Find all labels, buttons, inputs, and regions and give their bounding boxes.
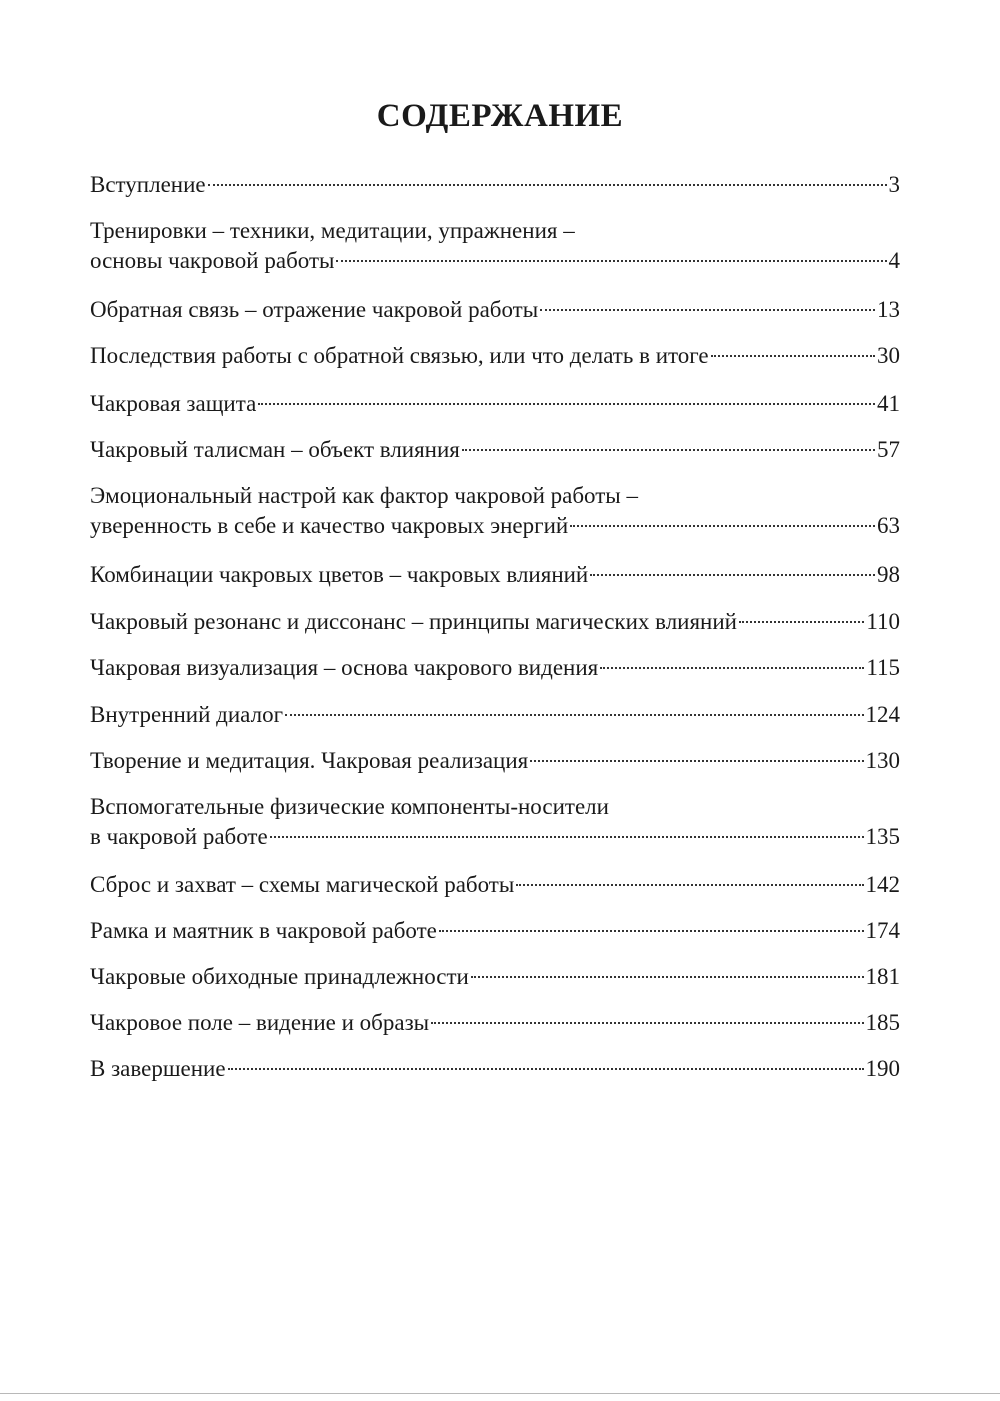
toc-page-number: 185 bbox=[865, 1010, 900, 1035]
toc-page-number: 142 bbox=[865, 872, 900, 897]
dot-leader bbox=[208, 184, 887, 186]
toc-page-number: 4 bbox=[888, 248, 900, 273]
page-title: СОДЕРЖАНИЕ bbox=[376, 98, 624, 134]
dot-leader bbox=[540, 309, 875, 311]
toc-page-number: 115 bbox=[866, 655, 900, 680]
toc-entry-line bbox=[90, 653, 900, 683]
toc-page-number: 57 bbox=[877, 437, 900, 462]
toc-entry bbox=[90, 170, 900, 200]
toc-entry-line bbox=[90, 962, 900, 992]
toc-page-number: 190 bbox=[865, 1056, 900, 1081]
toc-page-number: 110 bbox=[866, 609, 900, 634]
dot-leader bbox=[285, 714, 863, 716]
toc-entry bbox=[90, 295, 900, 325]
toc-entry-line bbox=[90, 700, 900, 730]
dot-leader bbox=[516, 884, 863, 886]
toc-page-number: 30 bbox=[877, 343, 900, 368]
toc-entry-line bbox=[90, 870, 900, 900]
toc-entry bbox=[90, 481, 900, 541]
toc-page-number: 130 bbox=[865, 748, 900, 773]
toc-entry bbox=[90, 216, 900, 276]
toc-page-number: 13 bbox=[877, 297, 900, 322]
toc-entry bbox=[90, 389, 900, 419]
page-bottom-edge bbox=[0, 1393, 1000, 1394]
toc-entry-title: Чакровая визуализация – основа чакрового видения bbox=[90, 655, 599, 680]
toc-entry-title: Вступление bbox=[90, 172, 206, 197]
toc-entry bbox=[90, 962, 900, 992]
dot-leader bbox=[258, 403, 875, 405]
dot-leader bbox=[530, 760, 863, 762]
toc-page-number: 124 bbox=[865, 702, 900, 727]
toc-page-number: 98 bbox=[877, 562, 900, 587]
toc-entry-line bbox=[90, 170, 900, 200]
toc-entry bbox=[90, 700, 900, 730]
toc-entry bbox=[90, 1008, 900, 1038]
toc-entry-title: Чакровые обиходные принадлежности bbox=[90, 964, 469, 989]
toc-entry bbox=[90, 1054, 900, 1084]
toc-entry-line bbox=[90, 511, 900, 541]
toc-entry-line bbox=[90, 916, 900, 946]
toc-page-number: 41 bbox=[877, 391, 900, 416]
toc-entry bbox=[90, 607, 900, 637]
toc-entry-line bbox=[90, 822, 900, 852]
toc-entry bbox=[90, 653, 900, 683]
dot-leader bbox=[270, 836, 864, 838]
toc-entry-title: В завершение bbox=[90, 1056, 226, 1081]
dot-leader bbox=[336, 260, 886, 262]
toc-page-number: 135 bbox=[865, 824, 900, 849]
toc-entry-line bbox=[90, 389, 900, 419]
toc-entry bbox=[90, 916, 900, 946]
toc-entry-line bbox=[90, 246, 900, 276]
dot-leader bbox=[570, 525, 875, 527]
toc-entry-title: Внутренний диалог bbox=[90, 702, 284, 727]
toc-entry bbox=[90, 870, 900, 900]
toc-entry-line bbox=[90, 607, 900, 637]
toc-entry-title-line: Эмоциональный настрой как фактор чакровой работы – bbox=[90, 483, 638, 508]
dot-leader bbox=[600, 667, 864, 669]
toc-entry-line bbox=[90, 560, 900, 590]
toc-entry-title: Чакровая защита bbox=[90, 391, 257, 416]
toc-entry-title: Творение и медитация. Чакровая реализация bbox=[90, 748, 529, 773]
dot-leader bbox=[711, 355, 875, 357]
toc-entry-title: Сброс и захват – схемы магической работы bbox=[90, 872, 515, 897]
toc-entry bbox=[90, 792, 900, 852]
toc-page-number: 3 bbox=[888, 172, 900, 197]
toc-entry-line bbox=[90, 1008, 900, 1038]
toc-entry-title-line: Вспомогательные физические компоненты-носители bbox=[90, 794, 609, 819]
dot-leader bbox=[439, 930, 864, 932]
toc-entry-line bbox=[90, 1054, 900, 1084]
toc-entry-title: основы чакровой работы bbox=[90, 248, 335, 273]
toc-entry-line bbox=[90, 295, 900, 325]
toc-entry bbox=[90, 341, 900, 371]
toc-entry bbox=[90, 435, 900, 465]
dot-leader bbox=[739, 621, 864, 623]
toc-entry-line bbox=[90, 341, 900, 371]
toc-entry-title: Обратная связь – отражение чакровой работы bbox=[90, 297, 539, 322]
toc-entry-title: Чакровое поле – видение и образы bbox=[90, 1010, 430, 1035]
toc-entry bbox=[90, 560, 900, 590]
toc-entry-line bbox=[90, 435, 900, 465]
toc-page-number: 181 bbox=[865, 964, 900, 989]
dot-leader bbox=[590, 574, 875, 576]
toc-entry-title: Последствия работы с обратной связью, или что делать в итоге bbox=[90, 343, 709, 368]
toc-entry-title: Комбинации чакровых цветов – чакровых влияний bbox=[90, 562, 589, 587]
toc-page-number: 63 bbox=[877, 513, 900, 538]
toc-entry-title: в чакровой работе bbox=[90, 824, 268, 849]
toc-page-number: 174 bbox=[865, 918, 900, 943]
toc-entry-title-line: Тренировки – техники, медитации, упражнения – bbox=[90, 218, 575, 243]
toc-entry-title: Чакровый талисман – объект влияния bbox=[90, 437, 460, 462]
toc-entry-title: уверенность в себе и качество чакровых энергий bbox=[90, 513, 569, 538]
toc-entry bbox=[90, 746, 900, 776]
dot-leader bbox=[431, 1022, 863, 1024]
dot-leader bbox=[228, 1068, 864, 1070]
dot-leader bbox=[462, 449, 875, 451]
toc-entry-line bbox=[90, 746, 900, 776]
toc-entry-title: Чакровый резонанс и диссонанс – принципы магических влияний bbox=[90, 609, 737, 634]
dot-leader bbox=[471, 976, 864, 978]
toc-entry-title: Рамка и маятник в чакровой работе bbox=[90, 918, 437, 943]
